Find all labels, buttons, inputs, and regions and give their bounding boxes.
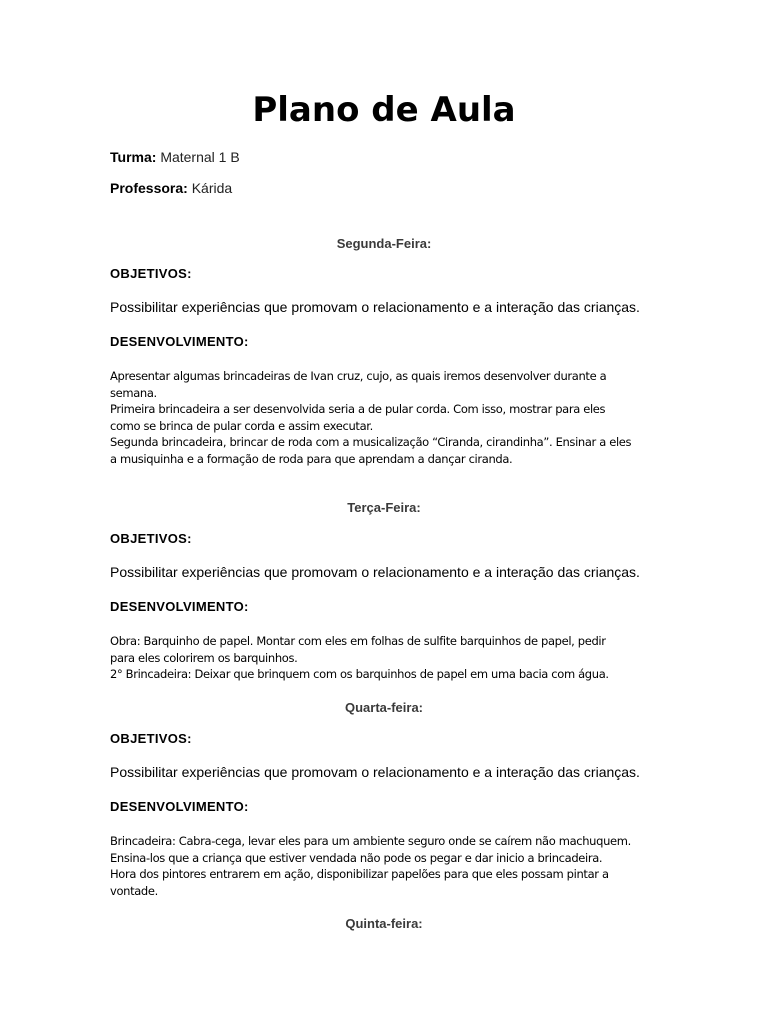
desenvolvimento-line: vontade. <box>110 883 158 898</box>
desenvolvimento-line: para eles colorirem os barquinhos. <box>110 650 298 665</box>
desenvolvimento-line: Brincadeira: Cabra-cega, levar eles para um ambiente seguro onde se caírem não machuquem. <box>110 834 631 848</box>
desenvolvimento-line: Obra: Barquinho de papel. Montar com eles em folhas de sulfite barquinhos de papel, pedir <box>110 634 606 648</box>
desenvolvimento-text-segunda <box>110 368 670 467</box>
day-heading-quarta: Quarta-feira: <box>344 700 424 715</box>
day-heading-terca: Terça-Feira: <box>347 500 421 515</box>
desenvolvimento-line: como se brinca de pular corda e assim executar. <box>110 418 373 433</box>
desenvolvimento-line: Primeira brincadeira a ser desenvolvida seria a de pular corda. Com isso, mostrar para eles <box>110 402 606 416</box>
objetivos-text-terca: Possibilitar experiências que promovam o relacionamento e a interação das crianças. <box>110 564 640 580</box>
objetivos-text-quarta: Possibilitar experiências que promovam o relacionamento e a interação das crianças. <box>110 764 640 780</box>
desenvolvimento-text-terca <box>110 633 670 683</box>
professora-line <box>110 179 232 197</box>
objetivos-text-segunda: Possibilitar experiências que promovam o relacionamento e a interação das crianças. <box>110 299 640 315</box>
day-heading-quinta: Quinta-feira: <box>345 916 423 931</box>
desenvolvimento-label-terca: DESENVOLVIMENTO: <box>110 599 249 614</box>
desenvolvimento-label-segunda: DESENVOLVIMENTO: <box>110 334 249 349</box>
desenvolvimento-label-quarta: DESENVOLVIMENTO: <box>110 799 249 814</box>
turma-label: Turma: <box>110 149 157 165</box>
professora-value: Kárida <box>191 180 233 196</box>
page-title: Plano de Aula <box>252 90 516 130</box>
turma-value: Maternal 1 B <box>160 149 240 165</box>
objetivos-label-terca: OBJETIVOS: <box>110 531 192 546</box>
desenvolvimento-line: semana. <box>110 385 157 400</box>
desenvolvimento-line: a musiquinha e a formação de roda para que aprendam a dançar ciranda. <box>110 451 513 466</box>
desenvolvimento-line: Hora dos pintores entrarem em ação, disponibilizar papelões para que eles possam pintar a <box>110 867 609 881</box>
turma-line <box>110 148 240 166</box>
desenvolvimento-line: Apresentar algumas brincadeiras de Ivan cruz, cujo, as quais iremos desenvolver durante a <box>110 369 607 383</box>
objetivos-label-quarta: OBJETIVOS: <box>110 731 192 746</box>
desenvolvimento-line: Ensina-los que a criança que estiver vendada não pode os pegar e dar inicio a brincadeira. <box>110 850 603 865</box>
professora-label: Professora: <box>110 180 188 196</box>
day-heading-segunda: Segunda-Feira: <box>336 236 432 251</box>
objetivos-label-segunda: OBJETIVOS: <box>110 266 192 281</box>
desenvolvimento-line: Segunda brincadeira, brincar de roda com a musicalização “Ciranda, cirandinha”. Ensinar a eles <box>110 435 632 449</box>
desenvolvimento-line: 2° Brincadeira: Deixar que brinquem com os barquinhos de papel em uma bacia com água. <box>110 667 609 681</box>
desenvolvimento-text-quarta <box>110 833 670 899</box>
